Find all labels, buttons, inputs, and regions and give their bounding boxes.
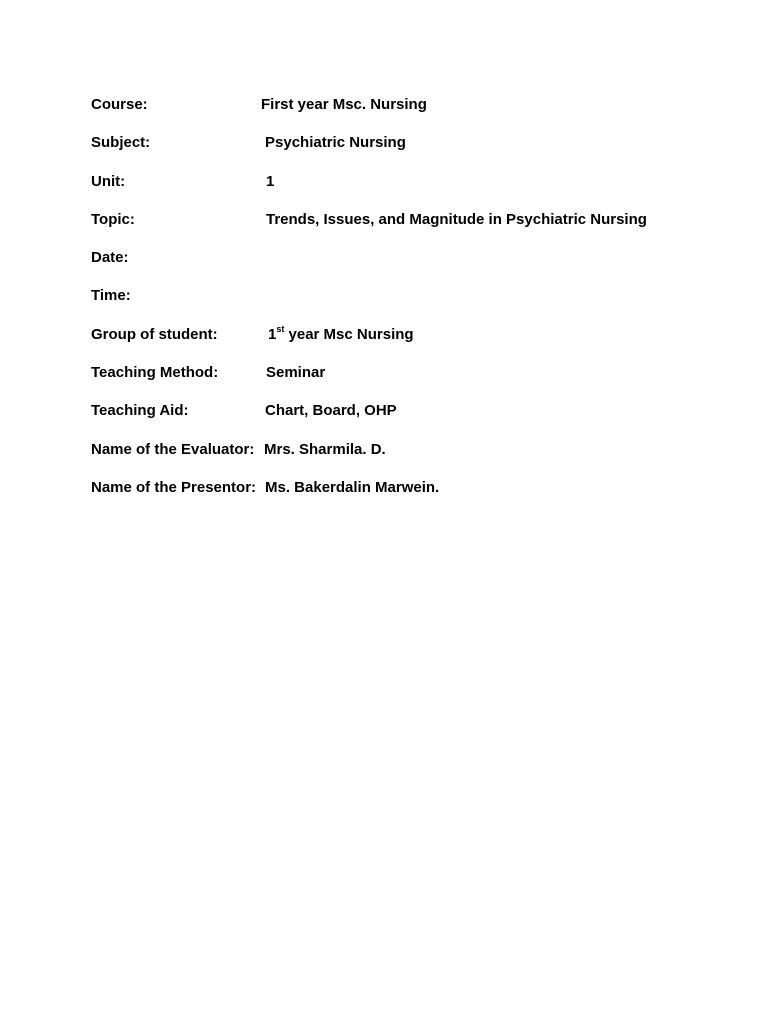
group-value-number: 1 [268, 325, 277, 343]
group-row [91, 324, 731, 362]
course-value: First year Msc. Nursing [261, 96, 427, 113]
teaching-aid-row [91, 400, 731, 438]
date-row [91, 247, 731, 285]
time-label: Time: [91, 287, 131, 305]
presentor-row [91, 477, 731, 515]
time-row [91, 285, 731, 323]
unit-value: 1 [266, 172, 275, 190]
course-row [91, 94, 731, 132]
date-label: Date: [91, 249, 129, 267]
subject-label: Subject: [91, 134, 151, 152]
topic-label: Topic: [91, 210, 135, 228]
evaluator-value: Mrs. Sharmila. D. [264, 440, 386, 458]
evaluator-label: Name of the Evaluator: [91, 440, 255, 458]
teaching-aid-label: Teaching Aid: [91, 402, 189, 420]
group-label: Group of student: [91, 325, 218, 343]
teaching-method-value: Seminar [266, 364, 326, 382]
group-value-ordinal: st [276, 323, 285, 334]
presentor-value: Ms. Bakerdalin Marwein. [265, 478, 440, 496]
unit-label: Unit: [91, 172, 126, 190]
topic-value: Trends, Issues, and Magnitude in Psychiatric Nursing [266, 210, 647, 228]
group-value [268, 324, 414, 346]
topic-row [91, 209, 731, 247]
unit-row [91, 171, 731, 209]
group-value-text: year Msc Nursing [284, 325, 414, 343]
seminar-details [91, 94, 731, 515]
teaching-aid-value: Chart, Board, OHP [265, 402, 397, 420]
evaluator-row [91, 439, 731, 477]
presentor-label: Name of the Presentor: [91, 478, 257, 496]
subject-row [91, 132, 731, 170]
teaching-method-label: Teaching Method: [91, 364, 219, 382]
subject-value: Psychiatric Nursing [265, 134, 406, 152]
teaching-method-row [91, 362, 731, 400]
course-label: Course: [91, 96, 148, 113]
